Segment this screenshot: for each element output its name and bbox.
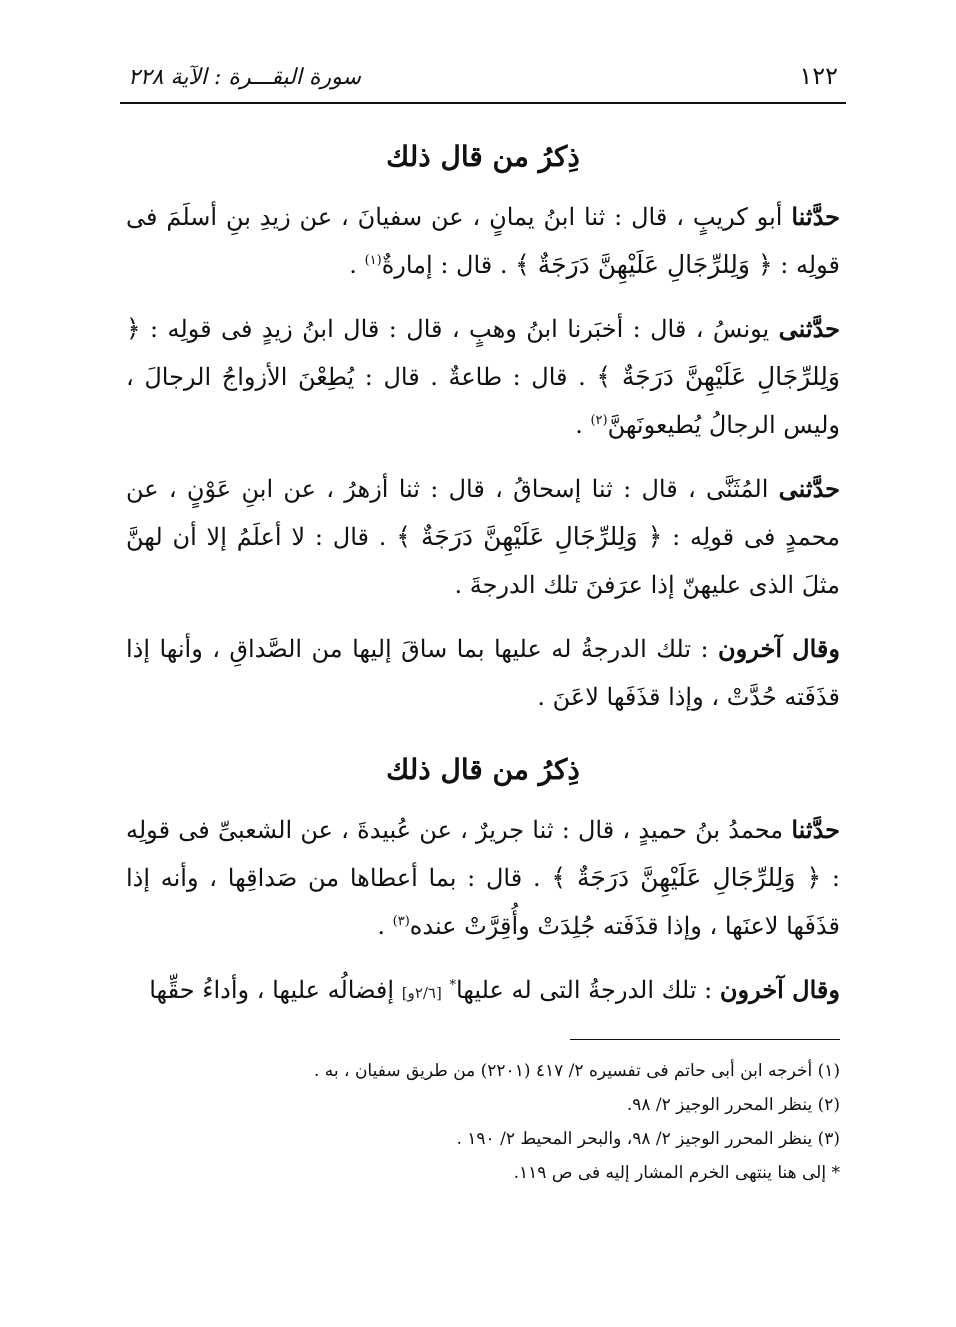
quran-verse: ﴿ وَلِلرِّجَالِ عَلَيْهِنَّ دَرَجَةٌ ﴾: [126, 314, 841, 391]
footnote-marker: *: [449, 978, 456, 993]
narration-paragraph: [120, 465, 846, 609]
quran-verse: ﴿ وَلِلرِّجَالِ عَلَيْهِنَّ دَرَجَةٌ ﴾: [515, 250, 773, 279]
narration-text: . قال : لا أعلَمُ إلا أن لهنَّ مثلَ الذى عليهنّ إذا عرَفنَ تلك الدرجةَ .: [126, 523, 840, 599]
narration-text: .: [575, 411, 591, 439]
narration-text: . قال : طاعةٌ . قال : يُطِعْنَ الأزواجُ الرجالَ ، وليس الرجالُ يُطيعونَهنَّ: [126, 363, 840, 439]
narration-text: : تلك الدرجةُ له عليها بما ساقَ إليها من الصَّداقِ ، وأنها إذا قذَفَته حُدَّتْ ، وإذا قذَفَها لاعَنَ .: [126, 635, 840, 711]
footnote: * إلى هنا ينتهى الخرم المشار إليه فى ص ١١٩.: [513, 1163, 840, 1183]
narration-opener: حدَّثنى: [778, 474, 840, 503]
narration-text: يونسُ ، قال : أخبَرنا ابنُ وهبٍ ، قال : قال ابنُ زيدٍ فى قولِه :: [140, 315, 779, 343]
narration-paragraph: [120, 625, 846, 721]
running-title: سورة البقـــرة : الآية ٢٢٨: [128, 65, 361, 90]
narration-opener: حدَّثنا: [791, 202, 840, 231]
footnote-marker: (٢): [590, 413, 608, 428]
narration-text: . قال : إمارةٌ: [381, 251, 516, 279]
narration-text: إفضالُه عليها ، وأداءُ حقِّها: [149, 976, 402, 1004]
footnote: (٢) ينظر المحرر الوجيز ٢/ ٩٨.: [626, 1095, 840, 1115]
narration-paragraph: [120, 305, 846, 449]
narration-text: محمدُ بنُ حميدٍ ، قال : ثنا جريرٌ ، عن عُبيدةَ ، عن الشعبىِّ فى قولِه :: [126, 816, 840, 892]
narration-opener: حدَّثنا: [791, 815, 840, 844]
page-number: ١٢٢: [799, 62, 838, 90]
section-title: ذِكرُ من قال ذلك: [386, 140, 580, 173]
narration-paragraph: [120, 966, 846, 1017]
quran-verse: ﴿ وَلِلرِّجَالِ عَلَيْهِنَّ دَرَجَةٌ ﴾: [396, 522, 663, 551]
narration-text: : تلك الدرجةُ التى له عليها: [455, 976, 720, 1004]
narration-opener: حدَّثنى: [778, 314, 840, 343]
folio-reference: [٢/٦و]: [401, 984, 442, 1002]
footnote: (٣) ينظر المحرر الوجيز ٢/ ٩٨، والبحر المحيط ٢/ ١٩٠ .: [456, 1129, 840, 1149]
narration-opener: وقال آخرون: [718, 634, 840, 663]
page-header: [120, 50, 846, 90]
footnote-marker: (١): [364, 253, 382, 268]
narration-paragraph: [120, 193, 846, 289]
quran-verse: ﴿ وَلِلرِّجَالِ عَلَيْهِنَّ دَرَجَةٌ ﴾: [551, 863, 822, 892]
footnote: (١) أخرجه ابن أبى حاتم فى تفسيره ٢/ ٤١٧ (٢٢٠١) من طريق سفيان ، به .: [314, 1061, 840, 1081]
narration-text: .: [349, 251, 365, 279]
narration-text: .: [377, 912, 393, 940]
section-title: ذِكرُ من قال ذلك: [386, 753, 580, 786]
book-page: [120, 50, 846, 1190]
narration-text: المُثَنَّى ، قال : ثنا إسحاقُ ، قال : ثنا أزهرُ ، عن ابنِ عَوْنٍ ، عن محمدٍ فى قولِه :: [126, 475, 840, 551]
narration-paragraph: [120, 806, 846, 950]
narration-text: أبو كريبٍ ، قال : ثنا ابنُ يمانٍ ، عن سفيانَ ، عن زيدِ بنِ أسلَمَ فى قولِه :: [126, 203, 840, 279]
narration-text: . قال : بما أعطاها من صَداقِها ، وأنه إذا قذَفَها لاعنَها ، وإذا قذَفَته جُلِدَتْ وأُقِرَّتْ عنده: [126, 864, 840, 940]
header-rule: [120, 102, 846, 104]
footnote-marker: (٣): [392, 914, 410, 929]
narration-opener: وقال آخرون: [719, 975, 840, 1004]
footnote-rule: [570, 1039, 840, 1040]
footnotes: [120, 1054, 846, 1190]
